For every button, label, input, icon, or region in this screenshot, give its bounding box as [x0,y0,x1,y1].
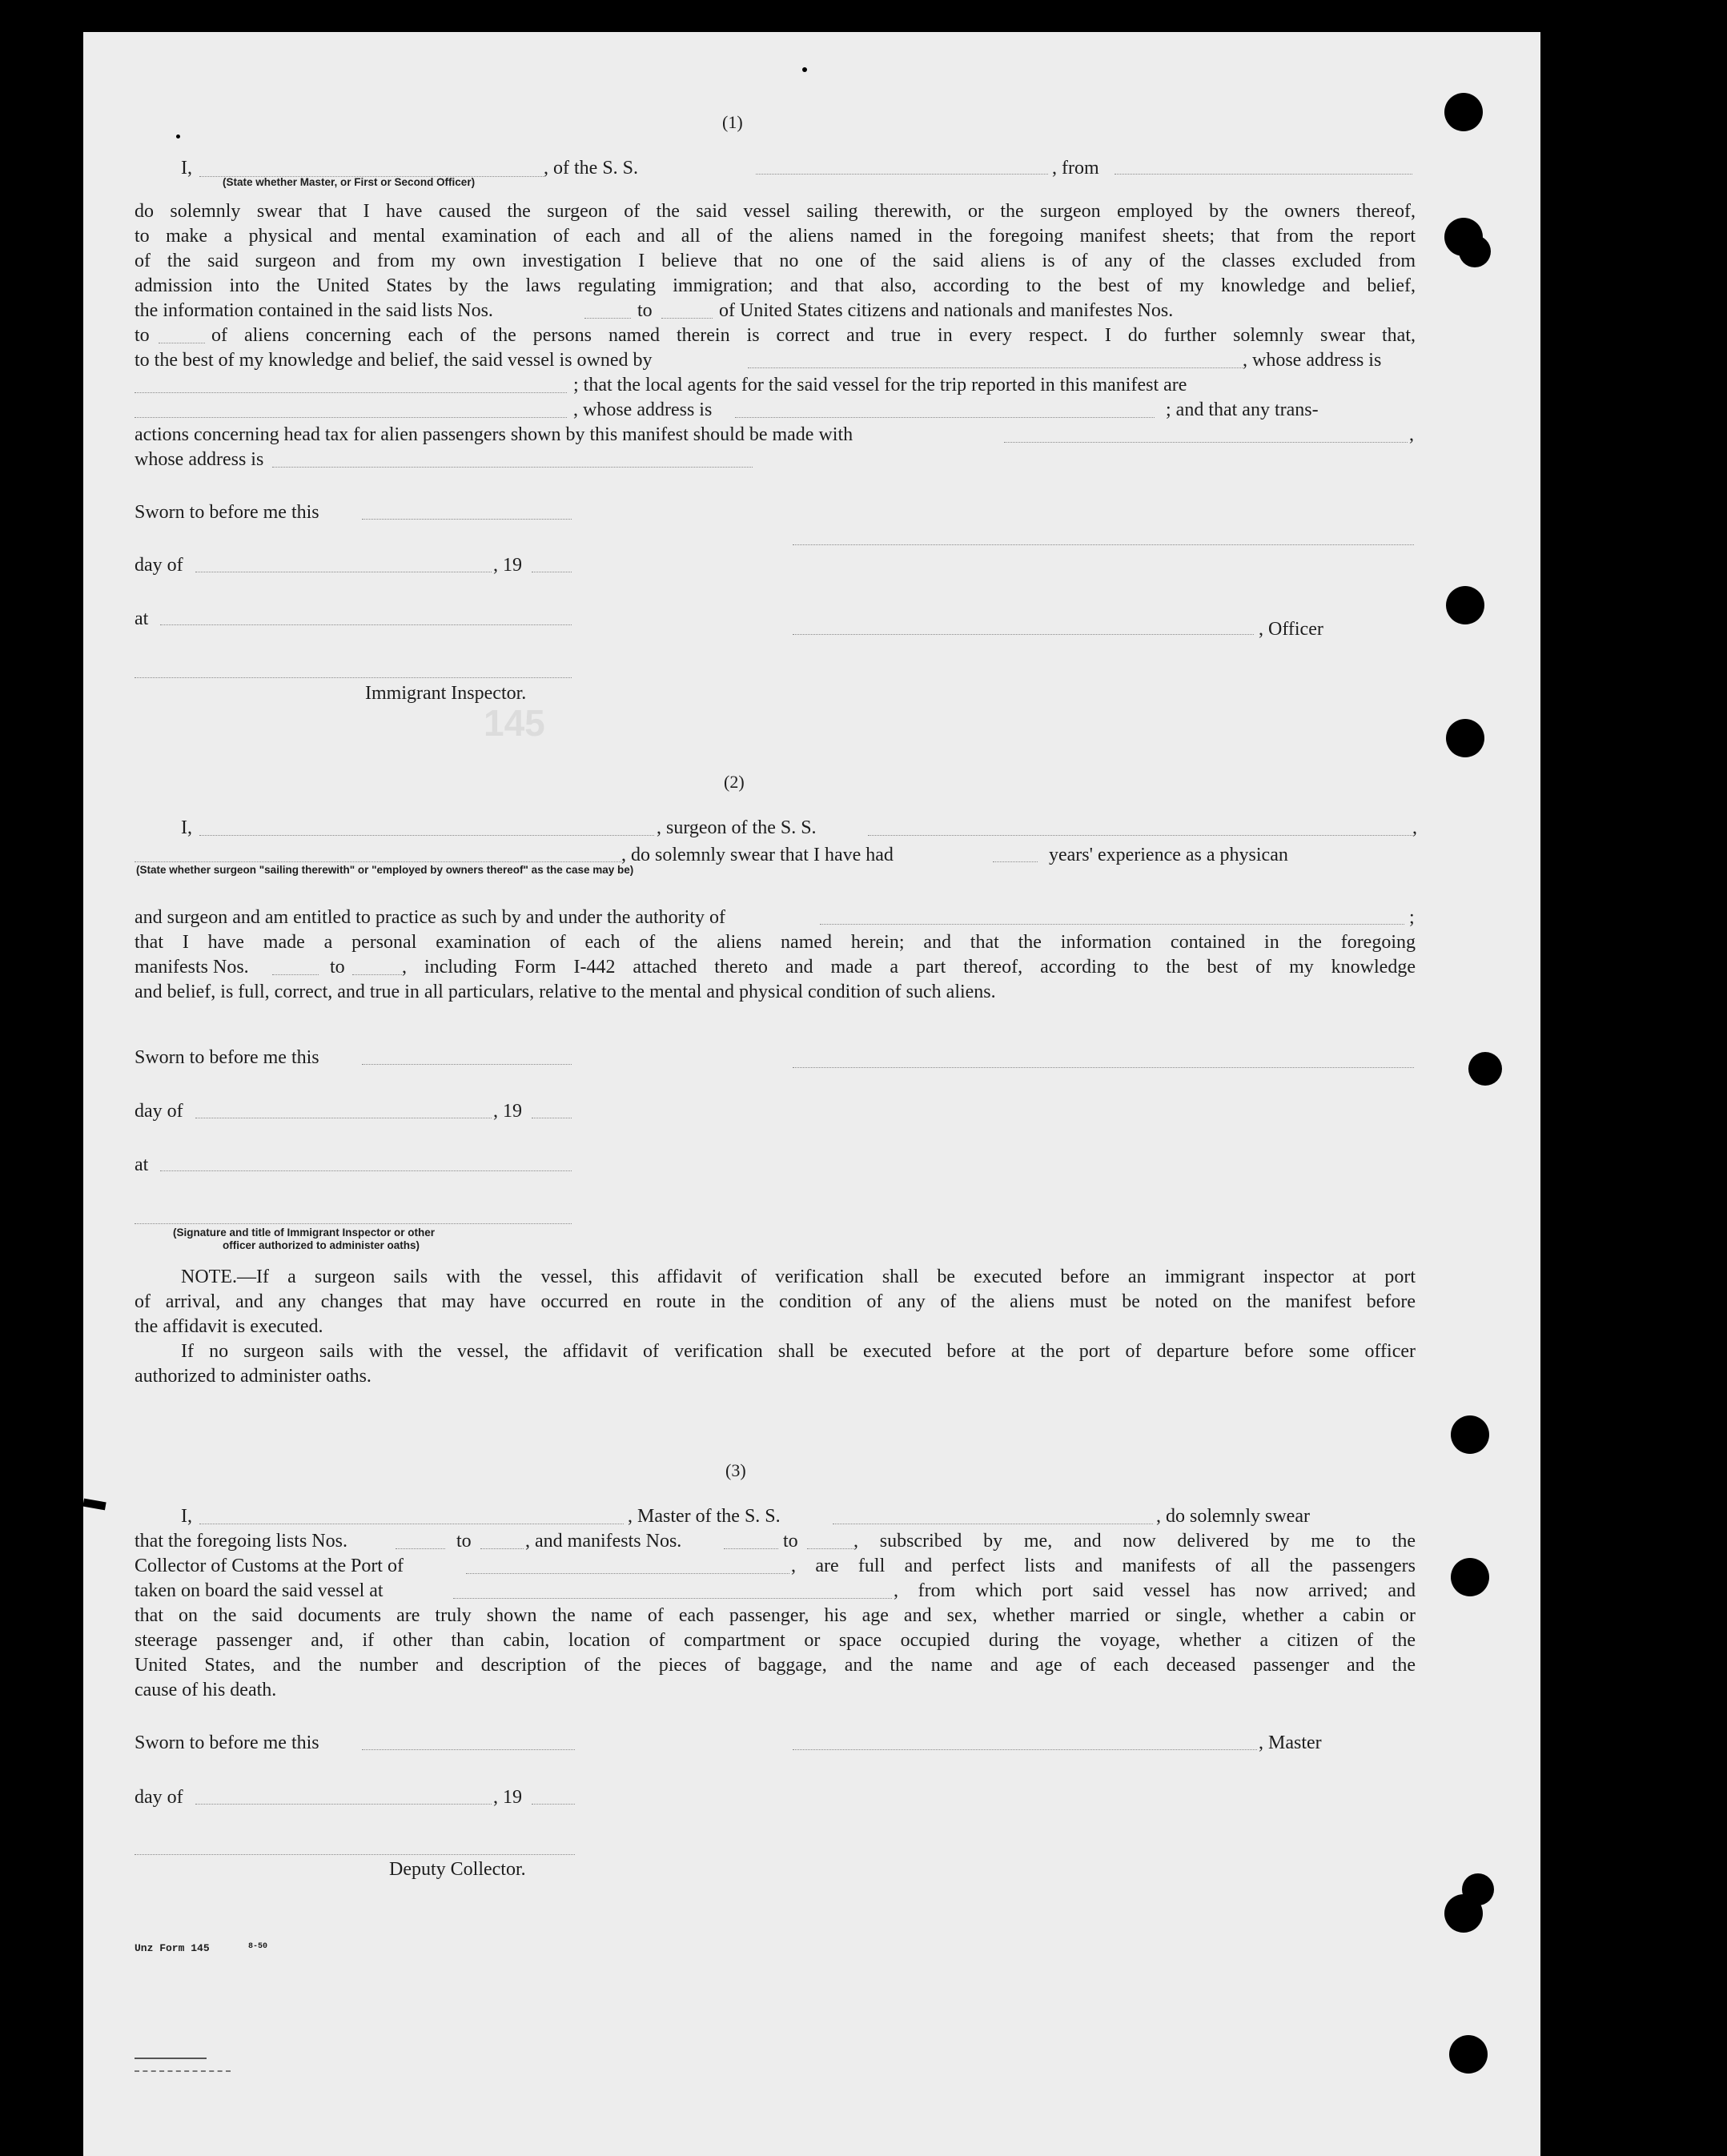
punch-hole [1446,719,1484,757]
s2-i-label: I, [181,817,192,838]
s1-address-label: , whose address is [573,399,713,420]
s3-para-line: steerage passenger and, if other than cabin, location of compartment or space occupied during the voyage, whether a citizen of the [135,1630,1416,1651]
s1-agents-label: ; that the local agents for the said vessel for the trip reported in this manifest are [573,375,1187,395]
s3-sworn-date-field[interactable] [362,1749,575,1750]
s2-sig-note: (Signature and title of Immigrant Inspector or other [173,1227,436,1239]
s3-master-label: , Master [1259,1732,1322,1753]
s3-lists-label: that the foregoing lists Nos. [135,1531,347,1552]
s2-comma: , [1412,817,1417,838]
s1-para-line: admission into the United States by the laws regulating immigration; and that also, according to the best of my knowledge and belief, [135,275,1416,296]
s2-place-field[interactable] [160,1170,572,1171]
licensing-authority-field[interactable] [820,924,1404,925]
s2-signature-field[interactable] [793,1067,1414,1068]
punch-hole [1451,1415,1489,1454]
s3-manifest-from-field[interactable] [724,1548,778,1549]
s3-manifest-to-field[interactable] [807,1548,853,1549]
departure-port-field[interactable] [1115,174,1412,175]
s1-comma: , [1409,424,1414,445]
bottom-rule [135,2058,207,2059]
s2-status-note: (State whether surgeon "sailing therewith" or "employed by owners thereof" as the case may be) [136,864,634,876]
s1-ofss-label: , of the S. S. [544,158,639,179]
citizen-list-to-field[interactable] [661,318,713,319]
s1-place-field[interactable] [160,624,572,625]
s2-sig-note: officer authorized to administer oaths) [223,1239,420,1251]
s1-head-tax-label: actions concerning head tax for alien passengers shown by this manifest should be made with [135,424,853,445]
s1-address-label: whose address is [135,449,264,470]
s2-semicolon: ; [1409,907,1415,928]
punch-hole [1468,1052,1502,1086]
punch-hole [1459,235,1491,267]
s2-years-label: years' experience as a physican [1049,845,1288,865]
section-3-heading: (3) [725,1460,746,1480]
s2-para-line: that I have made a personal examination of each of the aliens named herein; and that the information contained in the foregoing [135,932,1416,953]
s1-officer-name-field[interactable] [793,634,1254,635]
local-agents-field[interactable] [135,417,567,418]
s3-to-label: to [456,1531,472,1552]
citizen-list-from-field[interactable] [584,318,631,319]
s1-para-line: do solemnly swear that I have caused the surgeon of the said vessel sailing therewith, or the surgeon employed by the owners thereof, [135,201,1416,222]
form-date-code: 8-50 [248,1942,268,1951]
s1-from-label: , from [1052,158,1099,179]
s1-lists-label: the information contained in the said lists Nos. [135,300,493,321]
s1-para-line: of the said surgeon and from my own investigation I believe that no one of the said aliens is of any of the classes excluded from [135,251,1416,271]
section-2-heading: (2) [724,772,745,792]
punch-hole [1444,93,1483,131]
s1-year-label: , 19 [493,555,522,576]
boarding-port-field[interactable] [453,1598,892,1599]
s3-collector-signature-field[interactable] [135,1854,575,1855]
s3-port-label: Collector of Customs at the Port of [135,1556,404,1576]
s2-manifests-label: manifests Nos. [135,957,249,978]
agent-address-field[interactable] [735,417,1155,418]
s2-note-line: authorized to administer oaths. [135,1366,372,1387]
s2-note-line: of arrival, and any changes that may have occurred en route in the condition of any of the aliens must be noted on the manifest before [135,1291,1416,1312]
s2-at-label: at [135,1154,149,1175]
form-page [83,32,1540,2156]
form-number-bleed: 145 [484,702,545,744]
s3-para-line: United States, and the number and description of the pieces of baggage, and the name and age of each deceased passenger and the [135,1655,1416,1676]
punch-hole [1444,1894,1483,1933]
s1-to-label: to [637,300,653,321]
ship-name-field[interactable] [756,174,1048,175]
s1-at-label: at [135,608,149,629]
speck [176,134,180,139]
s2-note-line: the affidavit is executed. [135,1316,323,1337]
punch-hole [1446,586,1484,624]
speck [82,1499,106,1511]
s1-signature-field[interactable] [793,544,1414,545]
s3-month-field[interactable] [195,1804,492,1805]
owner-address-field[interactable] [135,392,567,393]
s3-para-line: , are full and perfect lists and manifests of all the passengers [791,1556,1416,1576]
head-tax-address-field[interactable] [272,467,753,468]
s1-i-label: I, [181,158,192,179]
s1-inspector-label: Immigrant Inspector. [365,683,527,704]
s2-swear-label: , do solemnly swear that I have had [621,845,894,865]
s3-master-label: , Master of the S. S. [628,1506,781,1527]
customs-port-field[interactable] [466,1573,789,1574]
s3-to-label: to [783,1531,798,1552]
s1-sworn-date-field[interactable] [362,519,572,520]
s2-year-label: , 19 [493,1101,522,1122]
s2-manifest-to-field[interactable] [352,974,402,975]
s1-trans-label: ; and that any trans- [1166,399,1319,420]
s2-sworn-date-field[interactable] [362,1064,572,1065]
s3-para-line: that on the said documents are truly shown the name of each passenger, his age and sex, whether married or single, whether a cabin or [135,1605,1416,1626]
s1-dayof-label: day of [135,555,183,576]
s1-officer-note: (State whether Master, or First or Second Officer) [223,176,476,188]
s3-dayof-label: day of [135,1787,183,1808]
s3-list-to-field[interactable] [480,1548,524,1549]
s3-collector-label: Deputy Collector. [389,1859,526,1880]
s3-para-line: cause of his death. [135,1680,277,1700]
s3-swear-label: , do solemnly swear [1156,1506,1310,1527]
s2-para-line: , including Form I-442 attached thereto and made a part thereof, according to the best of my knowledge [402,957,1416,978]
s2-surgeon-label: , surgeon of the S. S. [657,817,817,838]
s2-ship-name-field[interactable] [868,835,1412,836]
s3-i-label: I, [181,1506,192,1527]
s3-list-from-field[interactable] [396,1548,445,1549]
s2-authority-label: and surgeon and am entitled to practice as such by and under the authority of [135,907,725,928]
surgeon-name-field[interactable] [199,835,654,836]
form-number-label: Unz Form 145 [135,1942,210,1954]
s1-officer-label: , Officer [1259,619,1323,640]
vessel-owner-field[interactable] [748,367,1243,368]
s1-para-line: of aliens concerning each of the persons named therein is correct and true in every respect. I do further solemnly swear that, [211,325,1416,346]
s1-sworn-label: Sworn to before me this [135,502,319,523]
s3-year-field[interactable] [532,1804,575,1805]
s3-manifests-label: , and manifests Nos. [525,1531,682,1552]
s3-para-line: , from which port said vessel has now arrived; and [894,1580,1416,1601]
s1-owned-label: to the best of my knowledge and belief, the said vessel is owned by [135,350,653,371]
years-experience-field[interactable] [993,861,1038,862]
s2-para-line: and belief, is full, correct, and true in all particulars, relative to the mental and physical condition of such aliens. [135,982,996,1002]
s2-to-label: to [330,957,345,978]
speck [802,67,807,72]
s2-dayof-label: day of [135,1101,183,1122]
s1-inspector-signature-field[interactable] [135,677,572,678]
s3-sworn-label: Sworn to before me this [135,1732,319,1753]
s1-address-label: , whose address is [1243,350,1382,371]
s2-manifest-from-field[interactable] [272,974,319,975]
s3-para-line: , subscribed by me, and now delivered by me to the [853,1531,1416,1552]
s3-boarded-label: taken on board the said vessel at [135,1580,384,1601]
s1-to-label: to [135,325,150,346]
section-1-heading: (1) [722,112,743,132]
s2-note-line: NOTE.—If a surgeon sails with the vessel, this affidavit of verification shall be executed before an immigrant inspector at port [181,1267,1416,1287]
s2-note-line: If no surgeon sails with the vessel, the affidavit of verification shall be executed before at the port of departure before some officer [181,1341,1416,1362]
s1-citizens-label: of United States citizens and nationals and manifestes Nos. [719,300,1174,321]
s1-para-line: to make a physical and mental examination of each and all of the aliens named in the foregoing manifest sheets; that from the report [135,226,1416,247]
punch-hole [1449,2035,1488,2074]
head-tax-contact-field[interactable] [1004,442,1408,443]
s3-year-label: , 19 [493,1787,522,1808]
s2-inspector-signature-field[interactable] [135,1223,572,1224]
bottom-rule [135,2070,231,2072]
s2-sworn-label: Sworn to before me this [135,1047,319,1068]
punch-hole [1451,1558,1489,1596]
surgeon-status-field[interactable] [135,861,621,862]
s3-master-signature-field[interactable] [793,1749,1257,1750]
